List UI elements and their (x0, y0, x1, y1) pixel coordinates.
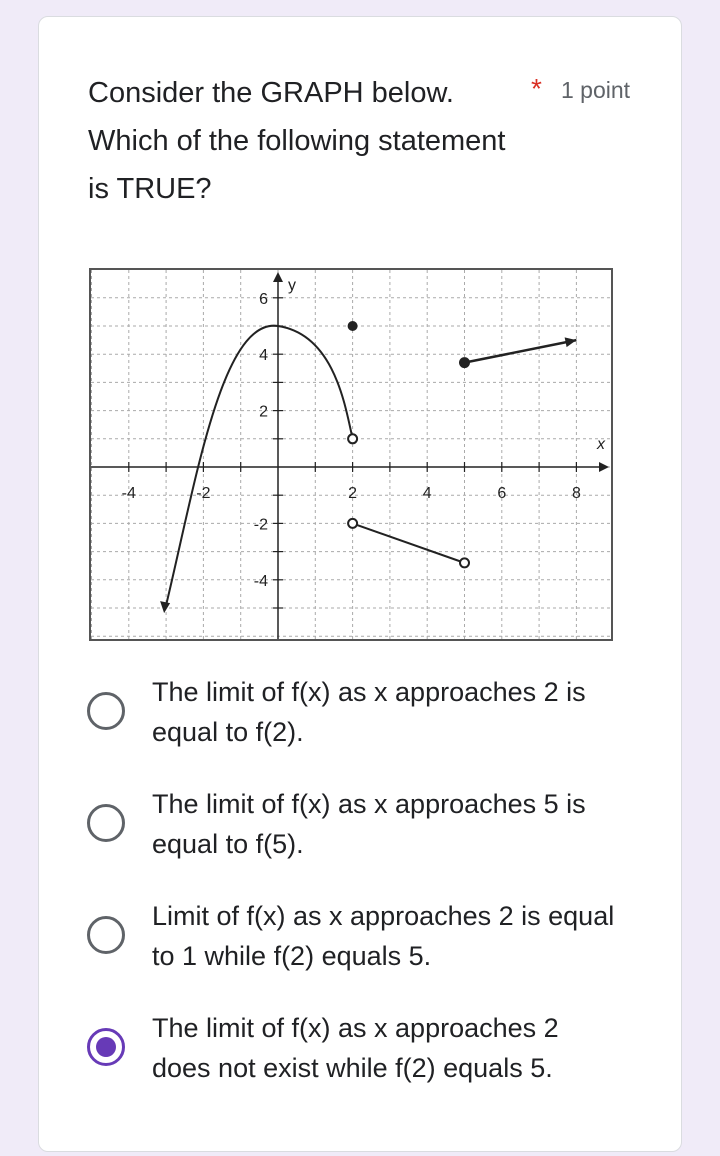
option-2[interactable] (79, 784, 659, 864)
y-axis-arrow (273, 272, 283, 282)
graph-ticks (122, 291, 581, 608)
segment-lower (353, 523, 465, 562)
x-tick-label: 6 (497, 485, 507, 502)
option-3[interactable] (79, 896, 659, 976)
option-1[interactable] (79, 672, 659, 752)
y-tick-label: 4 (259, 347, 268, 365)
curve-arrow-down (160, 601, 170, 613)
segment-upper-arrow (565, 337, 577, 347)
radio-button-4[interactable] (87, 1028, 125, 1066)
radio-button-1[interactable] (87, 692, 125, 730)
option-3-label: Limit of f(x) as x approaches 2 is equal to 1 while f(2) equals 5. (152, 901, 615, 971)
segment-upper (465, 340, 577, 363)
option-2-label: The limit of f(x) as x approaches 5 is equal to f(5). (152, 789, 586, 859)
option-4[interactable] (79, 1008, 659, 1088)
option-1-label: The limit of f(x) as x approaches 2 is equal to f(2). (152, 677, 586, 747)
closed-point-5-4 (459, 357, 470, 368)
x-tick-label: -4 (121, 485, 136, 502)
open-point-2-neg2 (348, 519, 357, 528)
option-4-label: The limit of f(x) as x approaches 2 does not exist while f(2) equals 5. (152, 1013, 559, 1083)
curve-arc (166, 326, 353, 605)
question-title: Consider the GRAPH below. Which of the following statement is TRUE? (88, 77, 506, 205)
graph-svg (91, 270, 611, 639)
x-axis-name: x (597, 436, 605, 453)
x-tick-label: -2 (196, 485, 211, 502)
points-label: 1 point (561, 77, 631, 103)
closed-point-2-5 (348, 321, 358, 331)
x-tick-label: 4 (422, 485, 432, 502)
y-tick-label: 6 (259, 290, 268, 308)
graph-image (89, 268, 613, 641)
x-tick-label: 2 (348, 485, 358, 502)
x-axis-arrow (599, 462, 609, 472)
radio-button-3[interactable] (87, 916, 125, 954)
open-point-5-neg3 (460, 558, 469, 567)
required-indicator: * (531, 73, 542, 104)
x-tick-label: 8 (571, 485, 581, 502)
y-tick-label: 2 (259, 403, 268, 421)
open-point-2-1 (348, 434, 357, 443)
radio-button-2[interactable] (87, 804, 125, 842)
question-card (38, 16, 682, 1152)
y-tick-label: -4 (253, 572, 268, 590)
y-axis-name: y (288, 277, 296, 294)
y-tick-label: -2 (253, 516, 268, 534)
